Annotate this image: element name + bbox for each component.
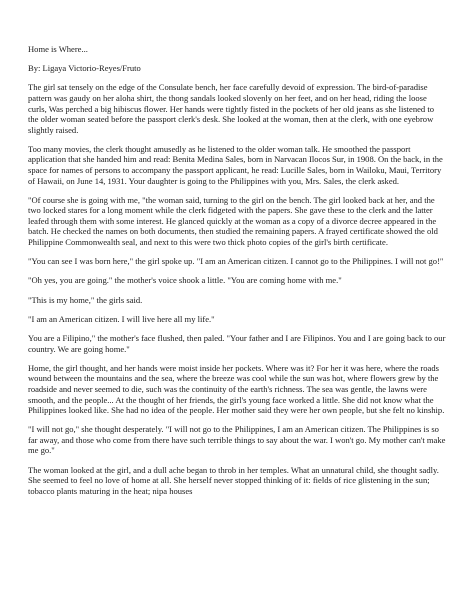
paragraph: Too many movies, the clerk thought amusedly as he listened to the older woman talk. He smoothed the passport application that she handed him and read: Benita Medina Sales, born in Narvacan Ilocos Sur, in 1908. On the back, in the space for names of persons to accompany the passport applicant, he read: Lucille Sales, born in Wailoku, Maui, Territory of Hawaii, on June 14, 1931. Your daughter is going to the Philippines with you, Mrs. Sales, the clerk asked. — [28, 143, 443, 186]
paragraph: The woman looked at the girl, and a dull ache began to throb in her temples. What an unnatural child, she thought sadly. She seemed to feel no love of home at all. She herself never stopped thinking of it: fields of rice glistening in the sun; tobacco plants maturing in the heat; nipa houses — [28, 464, 439, 496]
paragraph: "Of course she is going with me, "the woman said, turning to the girl on the bench. The girl looked back at her, and the two locked stares for a long moment while the clerk fidgeted with the papers. She gave these to the clerk and the latter leafed through them with some interest. He glanced quickly at the woman as a copy of a divorce decree appeared in the batch. He checked the names on both documents, then studied the remaining papers. A frayed certificate showed the old Philippine Commonwealth seal, and next to this were two thick photo copies of the girl's birth certificate. — [28, 194, 438, 247]
paragraph: "Oh yes, you are going." the mother's voice shook a little. "You are coming home with me." — [28, 275, 342, 286]
document-title: Home is Where... — [28, 44, 88, 54]
paragraph: "I am an American citizen. I will live here all my life." — [28, 313, 215, 324]
paragraph: Home, the girl thought, and her hands were moist inside her pockets. Where was it? For her it was here, where the roads wound between the mountains and the sea, where the breeze was cool while the sun was hot, where flowers grew by the roadside and never seemed to die, such was the continuity of the earth's richness. The sea was gentle, the lawns were smooth, and the people... At the thought of her friends, the girl's young face worked a little. She did not know what the Philippines looked like. She had no idea of the people. Her mother said they were her own people, but she felt no kinship. — [28, 362, 445, 416]
document-byline: By: Ligaya Victorio-Reyes/Fruto — [28, 63, 141, 74]
paragraph: You are a Filipino," the mother's face flushed, then paled. "Your father and I are Filipinos. You and I are going back to our country. We are going home." — [28, 333, 446, 354]
paragraph: "I will not go," she thought desperately. "I will not go to the Philippines, I am an American citizen. The Philippines is so far away, and those who come from there have such terrible things to say about the war. I won't go. My mother can't make me go." — [28, 424, 446, 456]
paragraph: The girl sat tensely on the edge of the Consulate bench, her face carefully devoid of expression. The bird-of-paradise pattern was gaudy on her aloha shirt, the thong sandals looked slovenly on her feet, and on her head, riding the loose curls, Was perched a big hibiscus flower. Her hands were tightly fisted in the pockets of her old jeans as she listened to the older woman seated before the passport clerk's desk. She looked at the woman, then at the clerk, with one eyebrow slightly raised. — [28, 82, 434, 135]
paragraph: "You can see I was born here," the girl spoke up. "I am an American citizen. I cannot go to the Philippines. I will not go!" — [28, 256, 444, 267]
paragraph: "This is my home," the girls said. — [28, 294, 143, 305]
